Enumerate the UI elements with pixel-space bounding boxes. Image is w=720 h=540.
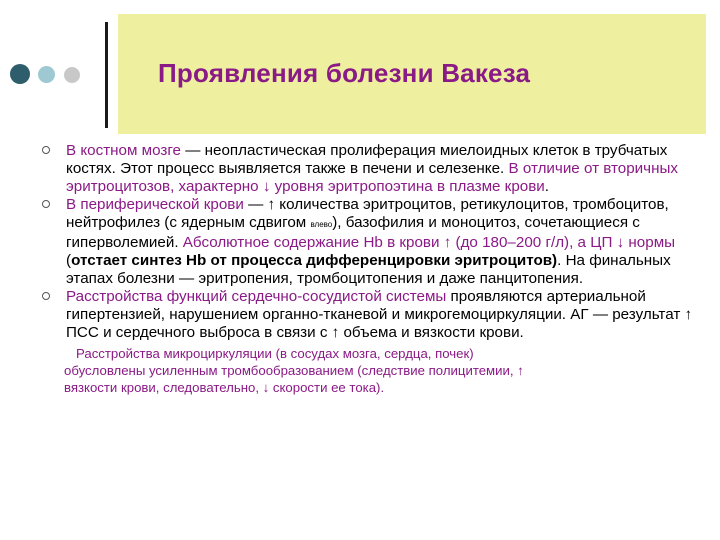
microcirculation-paragraph (42, 345, 706, 396)
title-divider-line (105, 22, 108, 128)
bullet-bone-marrow (42, 142, 706, 196)
bullet-circle-icon (42, 292, 50, 300)
sub-para-line-2: обусловлены усиленным тромбообразованием (следствие полицитемии, ↑ (64, 363, 524, 378)
bullet-3-text: проявляются артериальной гипертензией, нарушением органно-тканевой и микрогемоциркуляции. АГ — результат ↑ ПСС и сердечного выброса в связи с ↑ объема и вязкости крови. (66, 288, 693, 341)
bullet-2-text-d: ( (66, 252, 72, 269)
bullet-peripheral-blood (42, 196, 706, 288)
bullet-2-bold-text: отстает синтез Hb от процесса дифференцировки эритроцитов) (71, 252, 558, 269)
decor-dot-dark (10, 64, 30, 84)
decor-dot-light-blue (38, 66, 55, 83)
sub-para-line-1: Расстройства микроциркуляции (в сосудах мозга, сердца, почек) (76, 346, 474, 361)
slide-title: Проявления болезни Вакеза (158, 58, 531, 88)
bullet-2-text-b: ), базофилия и моноцитоз, сочетающиеся с гиперволемией (66, 214, 640, 251)
bullet-3-heading: Расстройства функций сердечно-сосудистой системы (66, 288, 447, 305)
bullet-1-highlight: В отличие от вторичных эритроцитозов, характерно ↓ уровня эритропоэтина в плазме крови (66, 160, 678, 195)
bullet-1-end: . (544, 178, 550, 195)
bullet-circle-icon (42, 200, 50, 208)
bullet-2-heading: В периферической крови (66, 196, 244, 213)
sub-para-line-3: вязкости крови, следовательно, ↓ скорости ее тока). (64, 380, 385, 395)
bullet-1-heading: В костном мозге (66, 142, 181, 159)
bullet-1-text: — неопластическая пролиферация миелоидных клеток в трубчатых костях. Этот процесс выявляется также в печени и селезенке. (66, 142, 668, 177)
bullet-cardiovascular (42, 288, 706, 342)
content-area (42, 142, 706, 396)
bullet-2-tiny-text: влево (310, 220, 333, 229)
title-box (118, 14, 706, 134)
bullet-2-highlight: Абсолютное содержание Hb в крови ↑ (до 180–200 г/л), а ЦП ↓ нормы (182, 234, 676, 251)
bullet-2-text-c: . (174, 234, 183, 251)
bullet-2-text-a: — ↑ количества эритроцитов, ретикулоцитов, тромбоцитов, нейтрофилез (с ядерным сдвигом (66, 196, 669, 231)
decor-dot-grey (64, 67, 80, 83)
bullet-2-text-e: . На финальных этапах болезни — эритропения, тромбоцитопения и даже панцитопения. (66, 252, 671, 287)
bullet-circle-icon (42, 146, 50, 154)
